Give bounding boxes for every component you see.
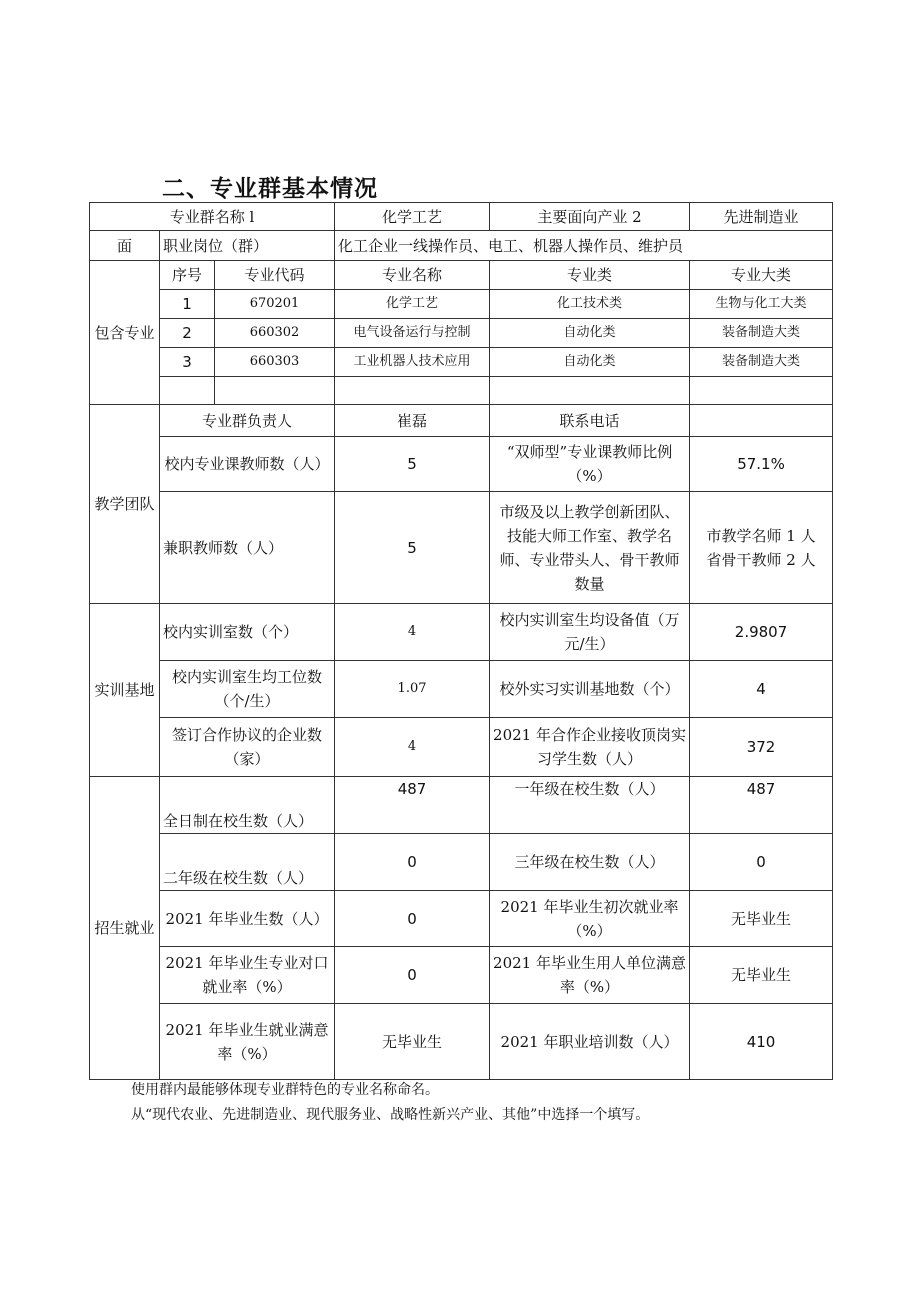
satisfaction-label: 2021 年毕业生就业满意率（%） (160, 1004, 335, 1080)
innovation-line-2: 省骨干教师 2 人 (706, 550, 816, 569)
position-value: 化工企业一线操作员、电工、机器人操作员、维护员 (335, 231, 833, 261)
employer-satisfaction-value: 无毕业生 (690, 947, 833, 1004)
satisfaction-value: 无毕业生 (335, 1004, 490, 1080)
group-name-label: 专业群名称 l (90, 203, 335, 231)
matching-value: 0 (335, 947, 490, 1004)
empty-cell (335, 377, 490, 405)
stations-value: 1.07 (335, 661, 490, 718)
leader-value: 崔磊 (335, 405, 490, 437)
rooms-value: 4 (335, 604, 490, 661)
leader-label: 专业群负责人 (160, 405, 335, 437)
dual-teacher-value: 57.1% (690, 437, 833, 492)
grade3-label: 三年级在校生数（人） (490, 834, 690, 891)
innovation-label: 市级及以上教学创新团队、技能大师工作室、教学名师、专业带头人、骨干教师数量 (490, 492, 690, 604)
major-category: 自动化类 (490, 319, 690, 348)
grade2-value: 0 (335, 834, 490, 891)
stations-row (90, 661, 833, 718)
parttime-label: 兼职教师数（人） (160, 492, 335, 604)
leader-row (90, 405, 833, 437)
major-category: 化工技术类 (490, 290, 690, 319)
empty-cell (690, 377, 833, 405)
dual-teacher-label: “双师型”专业课教师比例（%） (490, 437, 690, 492)
industry-value: 先进制造业 (690, 203, 833, 231)
grade1-label: 一年级在校生数（人） (490, 777, 690, 834)
table-row (90, 290, 833, 319)
major-code: 660303 (215, 348, 335, 377)
enrollment-section-label: 招生就业 (90, 777, 160, 1080)
grade2-label: 二年级在校生数（人） (160, 834, 335, 891)
interns-label: 2021 年合作企业接收顶岗实习学生数（人） (490, 718, 690, 777)
footnotes (131, 1078, 649, 1128)
major-major-category: 装备制造大类 (690, 348, 833, 377)
major-no: 1 (160, 290, 215, 319)
header-no: 序号 (160, 261, 215, 290)
stations-label: 校内实训室生均工位数（个/生） (160, 661, 335, 718)
matching-row (90, 947, 833, 1004)
empty-cell (490, 377, 690, 405)
training-section-label: 实训基地 (90, 604, 160, 777)
table-row (90, 319, 833, 348)
external-label: 校外实习实训基地数（个） (490, 661, 690, 718)
major-name: 工业机器人技术应用 (335, 348, 490, 377)
grade3-value: 0 (690, 834, 833, 891)
fulltime-value: 487 (335, 777, 490, 834)
employer-satisfaction-label: 2021 年毕业生用人单位满意率（%） (490, 947, 690, 1004)
header-major-category: 专业大类 (690, 261, 833, 290)
matching-label: 2021 年毕业生专业对口就业率（%） (160, 947, 335, 1004)
phone-value (690, 405, 833, 437)
training-count-label: 2021 年职业培训数（人） (490, 1004, 690, 1080)
footnote-2: 从“现代农业、先进制造业、现代服务业、战略性新兴产业、其他”中选择一个填写。 (131, 1107, 650, 1123)
major-no: 2 (160, 319, 215, 348)
section-heading: 二、专业群基本情况 (162, 176, 378, 202)
innovation-value (690, 492, 833, 604)
innovation-line-1: 市教学名师 1 人 (706, 526, 816, 545)
face-cell: 面 (90, 231, 160, 261)
phone-label: 联系电话 (490, 405, 690, 437)
fulltime-label: 全日制在校生数（人） (160, 777, 335, 834)
fulltime-row (90, 777, 833, 834)
training-count-value: 410 (690, 1004, 833, 1080)
external-value: 4 (690, 661, 833, 718)
agreements-row (90, 718, 833, 777)
majors-section-label: 包含专业 (90, 261, 160, 405)
first-employment-label: 2021 年毕业生初次就业率（%） (490, 891, 690, 947)
first-employment-value: 无毕业生 (690, 891, 833, 947)
major-no: 3 (160, 348, 215, 377)
position-row (90, 231, 833, 261)
graduates-value: 0 (335, 891, 490, 947)
major-category: 自动化类 (490, 348, 690, 377)
group-name-value: 化学工艺 (335, 203, 490, 231)
parttime-value: 5 (335, 492, 490, 604)
empty-cell (215, 377, 335, 405)
table-row (90, 348, 833, 377)
interns-value: 372 (690, 718, 833, 777)
major-name: 化学工艺 (335, 290, 490, 319)
footnote-1: 使用群内最能够体现专业群特色的专业名称命名。 (131, 1082, 439, 1098)
grade1-value: 487 (690, 777, 833, 834)
header-code: 专业代码 (215, 261, 335, 290)
equipment-value: 2.9807 (690, 604, 833, 661)
satisfaction-row (90, 1004, 833, 1080)
rooms-label: 校内实训室数（个） (160, 604, 335, 661)
basic-info-table (89, 202, 833, 1080)
teachers-row (90, 437, 833, 492)
teachers-value: 5 (335, 437, 490, 492)
header-category: 专业类 (490, 261, 690, 290)
major-code: 660302 (215, 319, 335, 348)
major-code: 670201 (215, 290, 335, 319)
graduates-label: 2021 年毕业生数（人） (160, 891, 335, 947)
majors-header-row (90, 261, 833, 290)
parttime-row (90, 492, 833, 604)
graduates-row (90, 891, 833, 947)
header-name: 专业名称 (335, 261, 490, 290)
team-section-label: 教学团队 (90, 405, 160, 604)
major-name: 电气设备运行与控制 (335, 319, 490, 348)
major-major-category: 生物与化工大类 (690, 290, 833, 319)
major-major-category: 装备制造大类 (690, 319, 833, 348)
position-label: 职业岗位（群） (160, 231, 335, 261)
agreements-label: 签订合作协议的企业数（家） (160, 718, 335, 777)
industry-label: 主要面向产业 2 (490, 203, 690, 231)
agreements-value: 4 (335, 718, 490, 777)
group-name-row (90, 203, 833, 231)
rooms-row (90, 604, 833, 661)
grade2-row (90, 834, 833, 891)
equipment-label: 校内实训室生均设备值（万元/生） (490, 604, 690, 661)
teachers-label: 校内专业课教师数（人） (160, 437, 335, 492)
empty-cell (160, 377, 215, 405)
empty-row (90, 377, 833, 405)
